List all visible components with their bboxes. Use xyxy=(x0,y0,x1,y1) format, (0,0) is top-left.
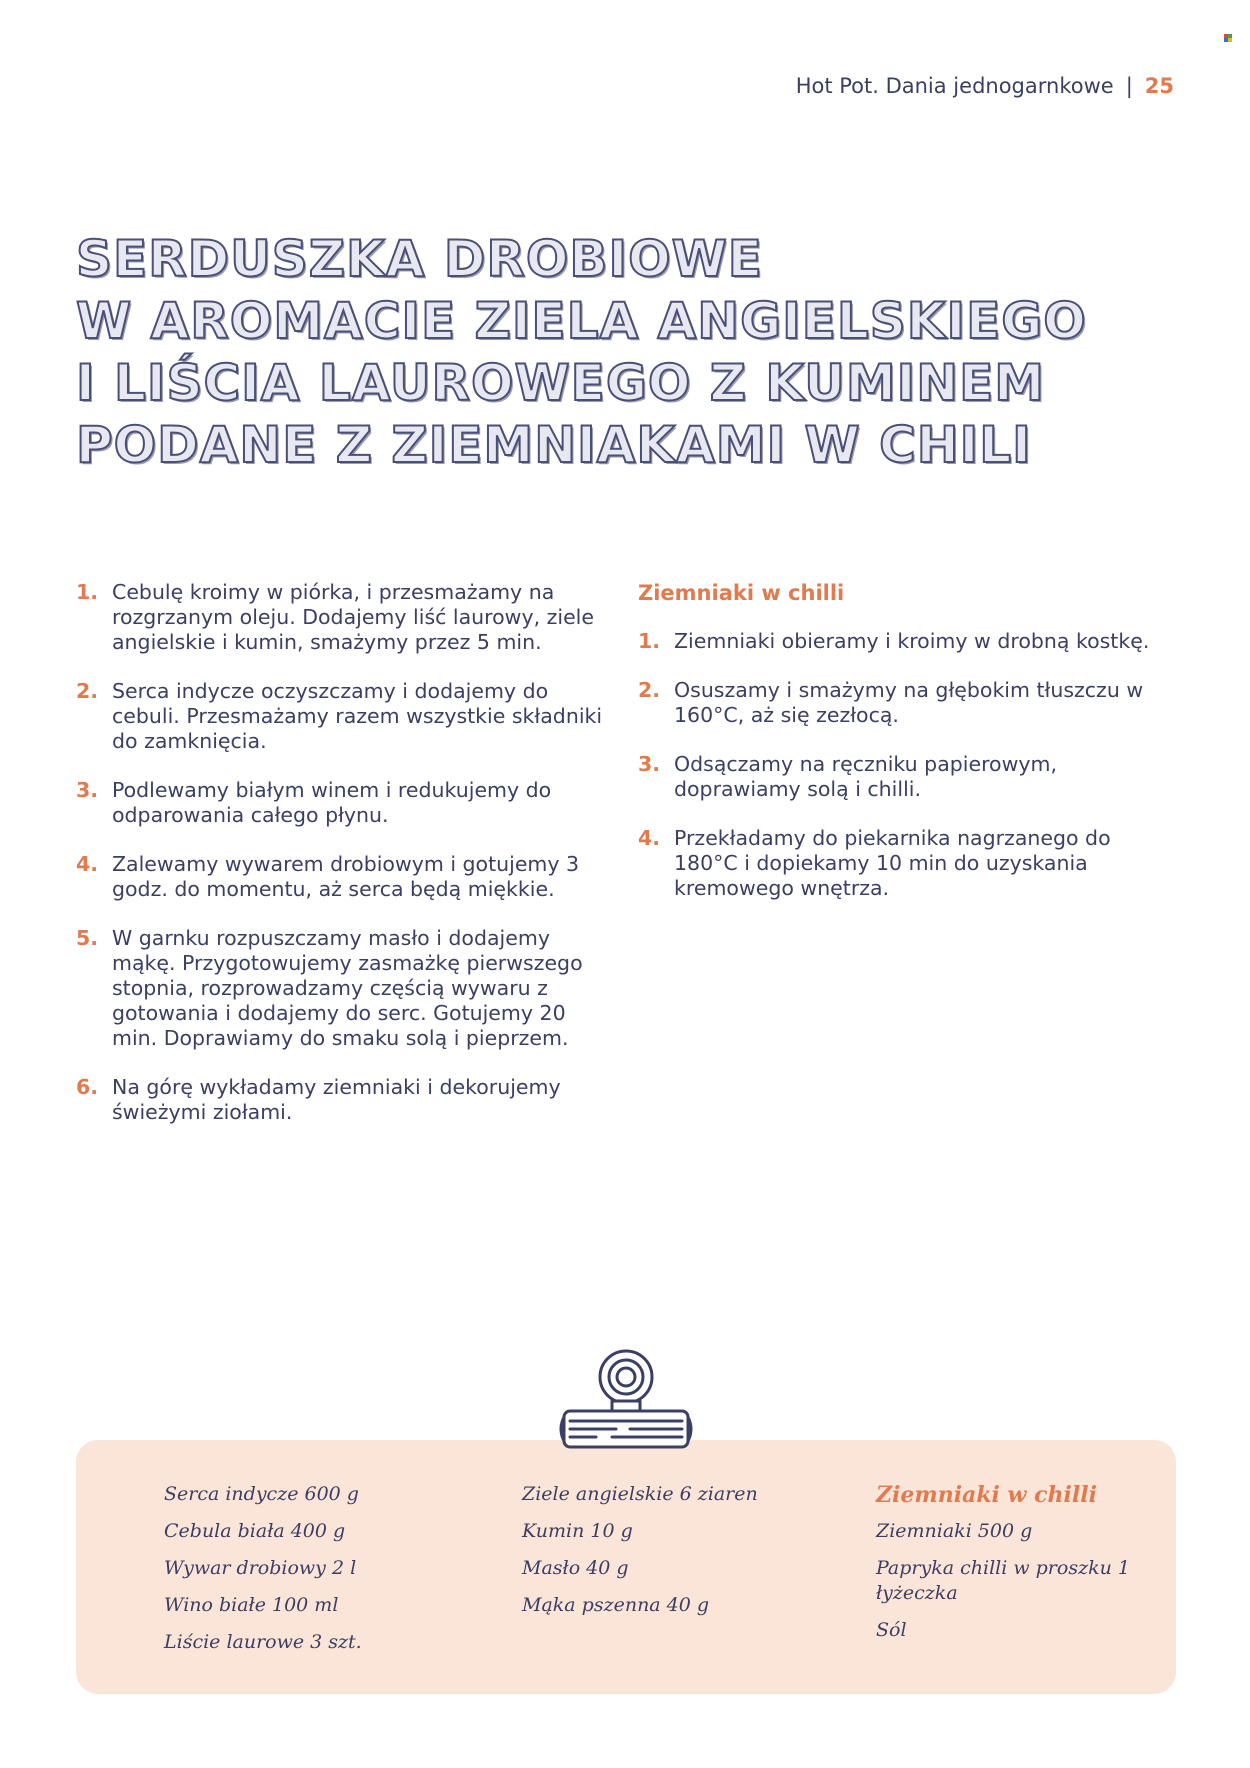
title-line: PODANE Z ZIEMNIAKAMI W CHILI xyxy=(76,416,1032,474)
ingredient-item: Mąka pszenna 40 g xyxy=(522,1594,710,1616)
ingredient-item: Liście laurowe 3 szt. xyxy=(164,1631,362,1653)
ingredient-item: Wino białe 100 ml xyxy=(164,1594,339,1616)
title-line: W AROMACIE ZIELA ANGIELSKIEGO xyxy=(76,292,1087,350)
step-item xyxy=(638,826,1178,901)
ingredient-item: Serca indycze 600 g xyxy=(164,1483,359,1505)
step-item xyxy=(76,1075,616,1125)
step-text: Zalewamy wywarem drobiowym i gotujemy 3 godz. do momentu, aż serca będą miękkie. xyxy=(112,852,580,901)
ingredient-item: Ziele angielskie 6 ziaren xyxy=(522,1483,758,1505)
ingredient-item: Sól xyxy=(876,1619,907,1641)
step-number: 1. xyxy=(638,629,661,653)
step-item xyxy=(76,679,616,754)
step-item xyxy=(76,926,616,1051)
step-text: W garnku rozpuszczamy masło i dodajemy mąkę. Przygotowujemy zasmażkę pierwszego stopnia, rozprowadzamy częścią wywaru z gotowania i dodajemy do serc. Gotujemy 20 min. Doprawiamy do smaku solą i pieprzem. xyxy=(112,926,583,1050)
step-number: 4. xyxy=(638,826,661,850)
potato-section-title: Ziemniaki w chilli xyxy=(638,581,845,605)
step-number: 2. xyxy=(76,679,99,703)
step-number: 3. xyxy=(76,778,99,802)
step-number: 6. xyxy=(76,1075,99,1099)
step-number: 5. xyxy=(76,926,99,950)
step-item xyxy=(638,752,1178,802)
clipboard-clip-icon xyxy=(556,1347,696,1453)
ingredient-item: Wywar drobiowy 2 l xyxy=(164,1557,357,1579)
running-header xyxy=(796,74,1174,98)
book-title: Hot Pot. Dania jednogarnkowe xyxy=(795,74,1114,98)
ingredient-item: Masło 40 g xyxy=(522,1557,629,1579)
ingredient-item: Kumin 10 g xyxy=(522,1520,633,1542)
ingredient-item: Ziemniaki 500 g xyxy=(876,1520,1033,1542)
ingredient-item: Cebula biała 400 g xyxy=(164,1520,346,1542)
potato-steps-section xyxy=(638,580,1178,925)
step-number: 4. xyxy=(76,852,99,876)
main-steps-list xyxy=(76,580,616,1149)
ingredients-column xyxy=(876,1482,1156,1655)
ingredient-item: Papryka chilli w proszku 1 łyżeczka xyxy=(876,1557,1130,1604)
corner-logo-mark xyxy=(1224,34,1232,42)
step-text: Osuszamy i smażymy na głębokim tłuszczu w 160°C, aż się zezłocą. xyxy=(674,678,1144,727)
title-line: SERDUSZKA DROBIOWE xyxy=(76,230,763,288)
step-text: Podlewamy białym winem i redukujemy do odparowania całego płynu. xyxy=(112,778,552,827)
header-separator: | xyxy=(1125,74,1133,98)
ingredients-subheading: Ziemniaki w chilli xyxy=(876,1482,1097,1508)
step-text: Cebulę kroimy w piórka, i przesmażamy na rozgrzanym oleju. Dodajemy liść laurowy, ziele angielskie i kumin, smażymy przez 5 min. xyxy=(112,580,594,654)
step-item xyxy=(638,629,1178,654)
step-number: 1. xyxy=(76,580,99,604)
title-line: I LIŚCIA LAUROWEGO Z KUMINEM xyxy=(76,354,1046,412)
ingredients-column xyxy=(522,1482,822,1630)
step-item xyxy=(76,778,616,828)
step-text: Serca indycze oczyszczamy i dodajemy do cebuli. Przesmażamy razem wszystkie składniki do zamknięcia. xyxy=(112,679,603,753)
step-item xyxy=(76,852,616,902)
step-item xyxy=(76,580,616,655)
ingredients-column xyxy=(164,1482,464,1667)
page-number: 25 xyxy=(1144,74,1174,98)
recipe-title xyxy=(76,228,1196,476)
step-number: 3. xyxy=(638,752,661,776)
step-text: Przekładamy do piekarnika nagrzanego do 180°C i dopiekamy 10 min do uzyskania kremowego wnętrza. xyxy=(674,826,1111,900)
step-item xyxy=(638,678,1178,728)
step-text: Odsączamy na ręczniku papierowym, doprawiamy solą i chilli. xyxy=(674,752,1057,801)
step-text: Na górę wykładamy ziemniaki i dekorujemy świeżymi ziołami. xyxy=(112,1075,561,1124)
ingredients-panel xyxy=(76,1440,1176,1694)
step-number: 2. xyxy=(638,678,661,702)
step-text: Ziemniaki obieramy i kroimy w drobną kostkę. xyxy=(674,629,1150,653)
